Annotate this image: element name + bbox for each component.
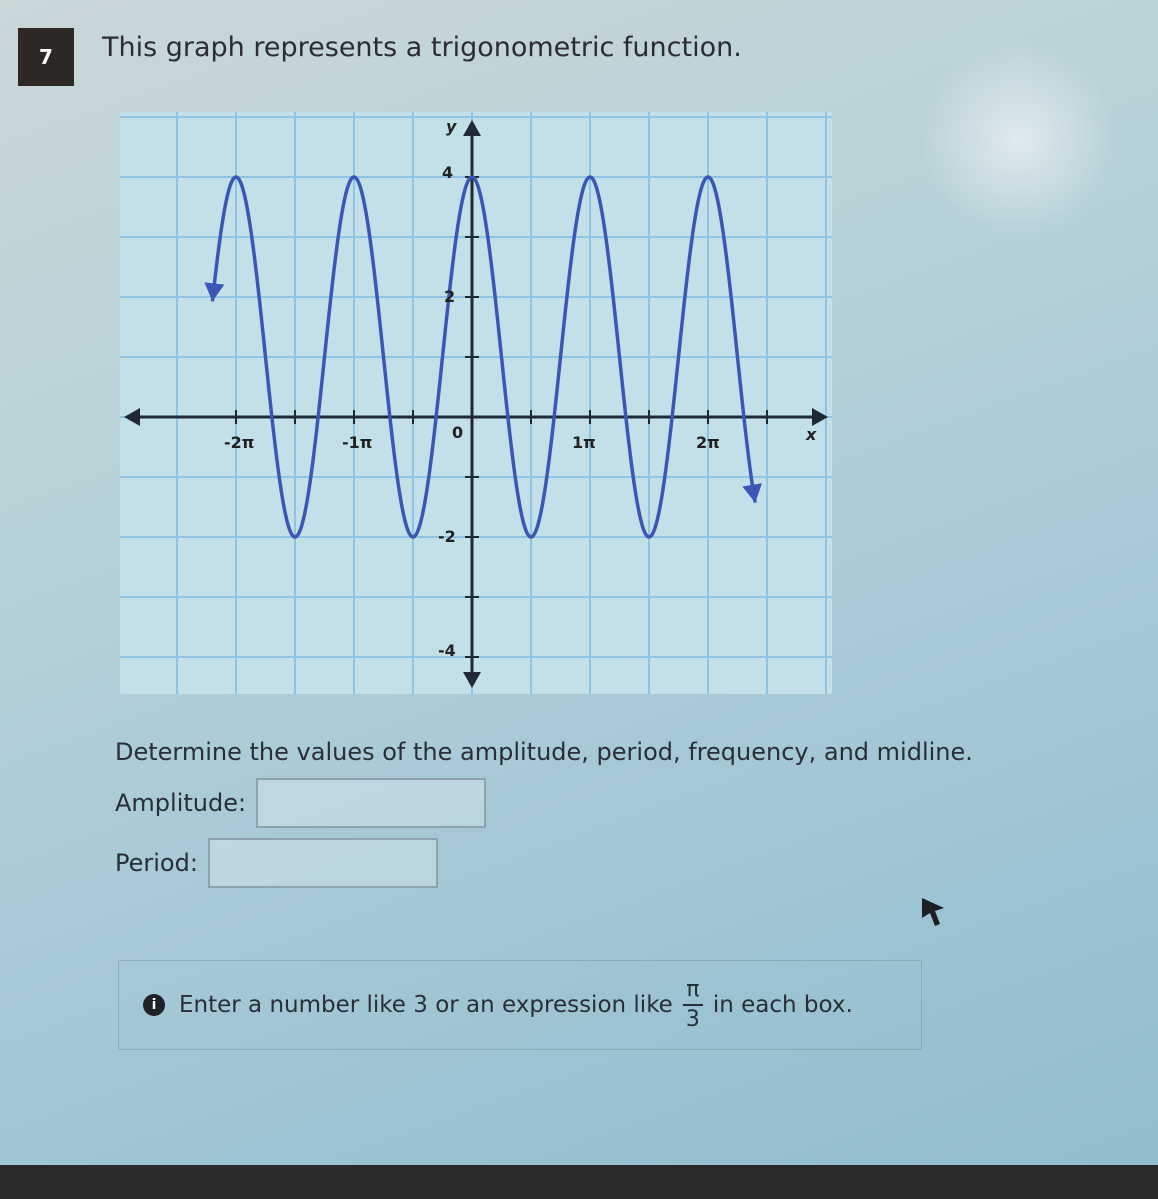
x-tick-label-1pi: 1π	[572, 433, 596, 452]
x-tick-label-neg1pi: -1π	[342, 433, 373, 452]
origin-label: 0	[452, 423, 464, 442]
y-tick-label-neg2: -2	[438, 527, 456, 546]
hint-box	[118, 960, 922, 1050]
instructions-text: Determine the values of the amplitude, period, frequency, and midline.	[115, 738, 973, 766]
x-tick-label-neg2pi: -2π	[224, 433, 255, 452]
question-prompt: This graph represents a trigonometric function.	[102, 32, 742, 63]
x-tick-label-2pi: 2π	[696, 433, 720, 452]
period-row	[115, 838, 438, 888]
y-tick-label-neg4: -4	[438, 641, 456, 660]
y-tick-label-4: 4	[442, 163, 454, 182]
y-axis-label: y	[446, 117, 457, 136]
y-tick-label-2: 2	[444, 287, 456, 306]
hint-text-before: Enter a number like 3 or an expression like	[179, 992, 673, 1018]
fraction-denominator: 3	[685, 1007, 700, 1032]
period-input[interactable]	[208, 838, 438, 888]
x-axis-label: x	[806, 425, 817, 444]
fraction-numerator: π	[686, 977, 700, 1002]
mouse-cursor-icon	[920, 896, 948, 928]
function-graph	[120, 112, 832, 694]
period-label: Period:	[115, 849, 198, 877]
screen-glare	[918, 40, 1118, 240]
hint-text-after: in each box.	[712, 992, 853, 1018]
monitor-bezel	[0, 1165, 1158, 1199]
amplitude-row	[115, 778, 486, 828]
graph-svg	[120, 112, 832, 694]
pi-over-3-fraction	[683, 978, 703, 1032]
info-icon: i	[143, 994, 165, 1016]
amplitude-label: Amplitude:	[115, 789, 247, 817]
fraction-bar	[683, 1004, 703, 1006]
amplitude-input[interactable]	[256, 778, 486, 828]
question-number: 7	[18, 28, 74, 86]
